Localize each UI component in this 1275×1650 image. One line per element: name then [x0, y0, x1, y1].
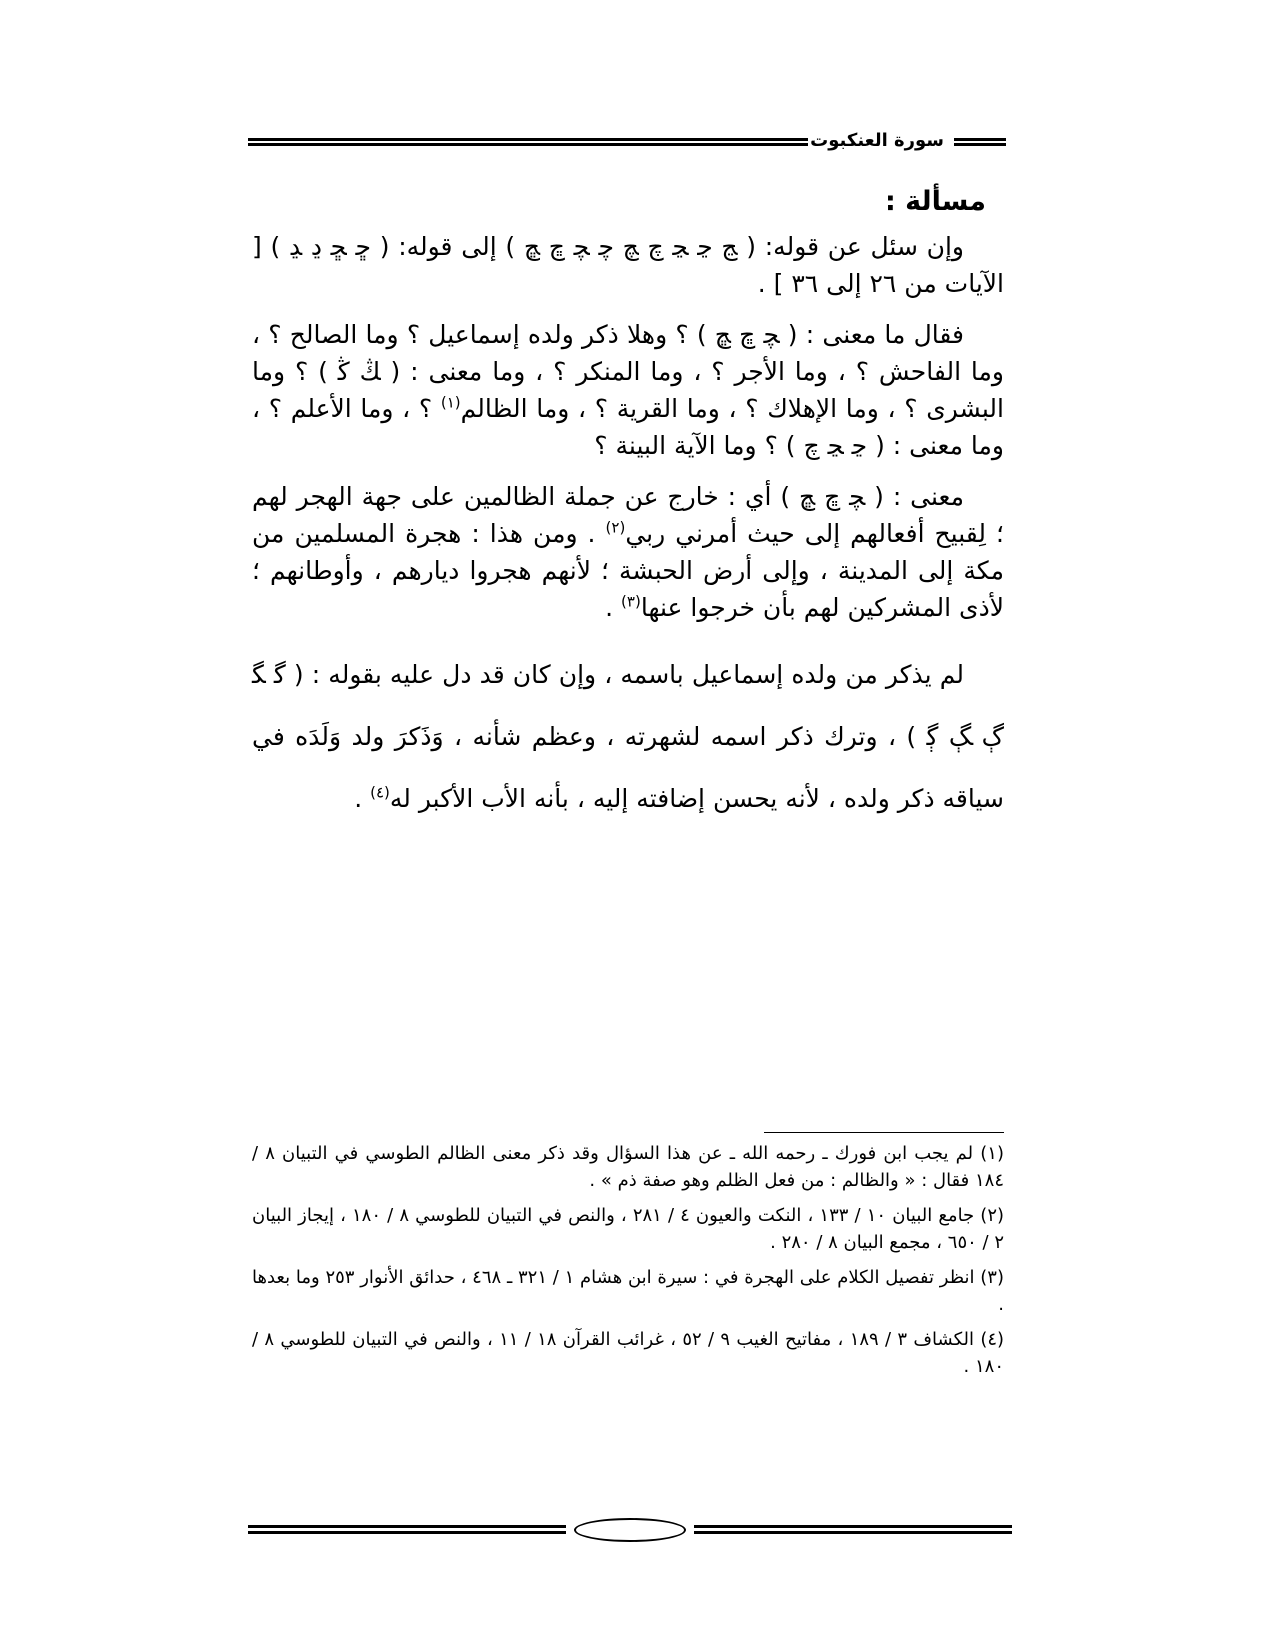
header-rule-left [248, 138, 808, 146]
question-intro: وإن سئل عن قوله: ( ﭷ ﭸ ﭹ ﭺ ﭻ ﭼ ﭽ ﭾ ﭿ ) إلى قوله: ( ﮀ ﮁ ﮂ ﮃ ) [ الآيات من ٢٦ إلى ٣٦ ] . [252, 232, 1004, 298]
footnote-separator [764, 1132, 1004, 1133]
section-heading: مسألة : [884, 186, 986, 217]
footnote-2: (٢) جامع البيان ١٠ / ١٣٣ ، النكت والعيون ٤ / ٢٨١ ، والنص في التبيان للطوسي ٨ / ١٨٠ ، إيجاز البيان ٢ / ٦٥٠ ، مجمع البيان ٨ / ٢٨٠ . [252, 1205, 1005, 1253]
surah-title: سورة العنكبوت [810, 130, 944, 151]
footnote-4: (٤) الكشاف ٣ / ١٨٩ ، مفاتيح الغيب ٩ / ٥٢ ، غرائب القرآن ١٨ / ١١ ، والنص في التبيان للطوسي ٨ / ١٨٠ . [252, 1329, 1005, 1377]
page-footer-ornament [248, 1518, 1012, 1544]
page-number-oval [574, 1518, 686, 1542]
footnote-1: (١) لم يجب ابن فورك ـ رحمه الله ـ عن هذا السؤال وقد ذكر معنى الظالم الطوسي في التبيان ٨ / ١٨٤ فقال : « والظالم : من فعل الظلم وهو صفة ذم » . [252, 1143, 1004, 1191]
footnote-ref-2: (٢) [605, 518, 626, 537]
footnote-ref-1: (١) [440, 393, 461, 412]
answer-paragraph: معنى : ( ﭽ ﭾ ﭿ ) أي : خارج عن جملة الظالمين على جهة الهجر لهم ؛ لِقبيح أفعالهم إلى حيث أمرني ربي$^{(٢)}$ . ومن هذا : هجرة المسلمين من مكة إلى المدينة ، وإلى أرض الحبشة ؛ لأنهم هجروا ديارهم ، وأوطانهم ؛ لأذى المشركين لهم بأن خرجوا عنها$^{(٣)}$ . [252, 482, 1004, 622]
question-list: فقال ما معنى : ( ﭽ ﭾ ﭿ ) ؟ وهلا ذكر ولده إسماعيل ؟ وما الصالح ؟ ، وما الفاحش ؟ ، وما الأجر ؟ ، وما المنكر ؟ ، وما معنى : ( ﯔ ﯕ ) ؟ وما البشرى ؟ ، وما الإهلاك ؟ ، وما القرية ؟ ، وما الظالم$^{(١)}$ ؟ ، وما الأعلم ؟ ، وما معنى : ( ﭸ ﭹ ﭺ ) ؟ وما الآية البينة ؟ [252, 320, 1004, 460]
header-rule-right [954, 138, 1006, 146]
footnotes [252, 1140, 1004, 1388]
footer-rule-left [248, 1525, 566, 1534]
footer-rule-right [694, 1525, 1012, 1534]
footnote-ref-3: (٣) [621, 592, 641, 611]
footnote-3: (٣) انظر تفصيل الكلام على الهجرة في : سيرة ابن هشام ١ / ٣٢١ ـ ٤٦٨ ، حدائق الأنوار ٢٥٣ وما بعدها . [252, 1267, 1004, 1315]
running-header [248, 128, 1006, 156]
ismail-paragraph: لم يذكر من ولده إسماعيل باسمه ، وإن كان قد دل عليه بقوله : ( ﮔ ﮕ ﮖ ﮗ ﮘ ) ، وترك ذكر اسمه لشهرته ، وعظم شأنه ، وَذَكرَ ولد وَلَدَه في سياقه ذكر ولده ، لأنه يحسن إضافته إليه ، بأنه الأب الأكبر له$^{(٤)}$ . [252, 660, 1004, 813]
main-text [252, 182, 1004, 844]
footnote-ref-4: (٤) [370, 783, 390, 802]
